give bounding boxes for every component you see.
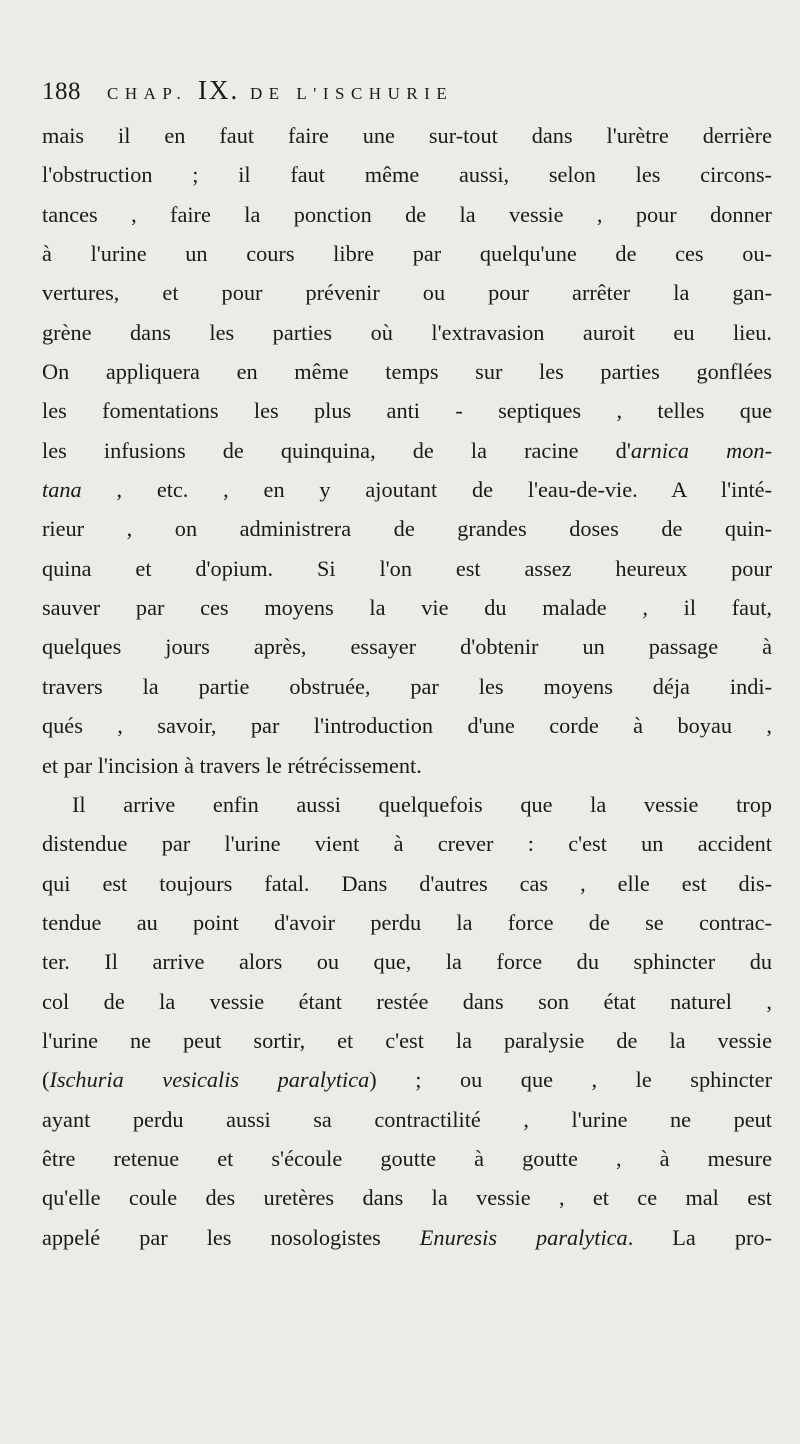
- text-run: . La pro-: [627, 1224, 772, 1250]
- text-line: quina et d'opium. Si l'on est assez heureux pour: [42, 555, 772, 581]
- chapter-title-de: DE: [249, 84, 286, 103]
- text-line: [42, 431, 772, 470]
- text-line: ter. Il arrive alors ou que, la force du sphincter du: [42, 949, 772, 975]
- text-run: (: [42, 1067, 50, 1093]
- text-line: sauver par ces moyens la vie du malade , il faut,: [42, 595, 772, 621]
- paragraph-end-line: et par l'incision à travers le rétrécissement.: [42, 752, 422, 778]
- italic-term: arnica mon-: [630, 437, 772, 463]
- text-line: l'obstruction ; il faut même aussi, selon les circons-: [42, 162, 772, 188]
- text-line: l'urine ne peut sortir, et c'est la paralysie de la vessie: [42, 1027, 772, 1053]
- chapter-numeral: IX.: [197, 75, 240, 105]
- chapter-title-name: L'ISCHURIE: [296, 84, 454, 103]
- text-line: [42, 470, 772, 509]
- text-line: travers la partie obstruée, par les moyens déja indi-: [42, 673, 772, 699]
- text-line: ayant perdu aussi sa contractilité , l'urine ne peut: [42, 1106, 772, 1132]
- text-line: qués , savoir, par l'introduction d'une corde à boyau ,: [42, 713, 772, 739]
- italic-term: Enuresis paralytica: [419, 1224, 628, 1250]
- italic-term: tana: [42, 477, 82, 503]
- text-line: mais il en faut faire une sur-tout dans l'urètre derrière: [42, 123, 772, 148]
- text-run: appelé par les nosologistes: [42, 1224, 420, 1250]
- text-line: être retenue et s'écoule goutte à goutte , à mesure: [42, 1145, 772, 1171]
- text-line: tendue au point d'avoir perdu la force de se contrac-: [42, 909, 772, 935]
- chapter-heading: [107, 75, 453, 106]
- text-line: On appliquera en même temps sur les parties gonflées: [42, 359, 772, 385]
- text-line: à l'urine un cours libre par quelqu'une de ces ou-: [42, 241, 772, 267]
- text-line: [42, 1060, 772, 1099]
- chapter-word: CHAP.: [107, 84, 188, 103]
- text-line: les fomentations les plus anti - septiques , telles que: [42, 398, 772, 424]
- text-line: distendue par l'urine vient à crever : c'est un accident: [42, 831, 772, 857]
- text-line: qui est toujours fatal. Dans d'autres cas , elle est dis-: [42, 870, 772, 896]
- running-head: [42, 75, 762, 115]
- italic-term: Ischuria vesicalis paralytica: [49, 1067, 370, 1093]
- text-line: qu'elle coule des uretères dans la vessie , et ce mal est: [42, 1185, 772, 1211]
- text-line: col de la vessie étant restée dans son état naturel ,: [42, 988, 772, 1014]
- text-run: , etc. , en y ajoutant de l'eau-de-vie. A l'inté-: [81, 477, 772, 503]
- paragraph-start-line: Il arrive enfin aussi quelquefois que la vessie trop: [72, 791, 772, 817]
- text-line: [42, 1218, 772, 1257]
- text-line: rieur , on administrera de grandes doses de quin-: [42, 516, 772, 542]
- text-line: grène dans les parties où l'extravasion auroit eu lieu.: [42, 319, 772, 345]
- body-text: [42, 116, 772, 1257]
- text-run: les infusions de quinquina, de la racine d': [42, 437, 631, 463]
- text-line: vertures, et pour prévenir ou pour arrêter la gan-: [42, 280, 772, 306]
- text-run: ) ; ou que , le sphincter: [369, 1067, 773, 1093]
- text-line: quelques jours après, essayer d'obtenir un passage à: [42, 634, 772, 660]
- page-number: 188: [42, 78, 81, 105]
- text-line: tances , faire la ponction de la vessie , pour donner: [42, 201, 772, 227]
